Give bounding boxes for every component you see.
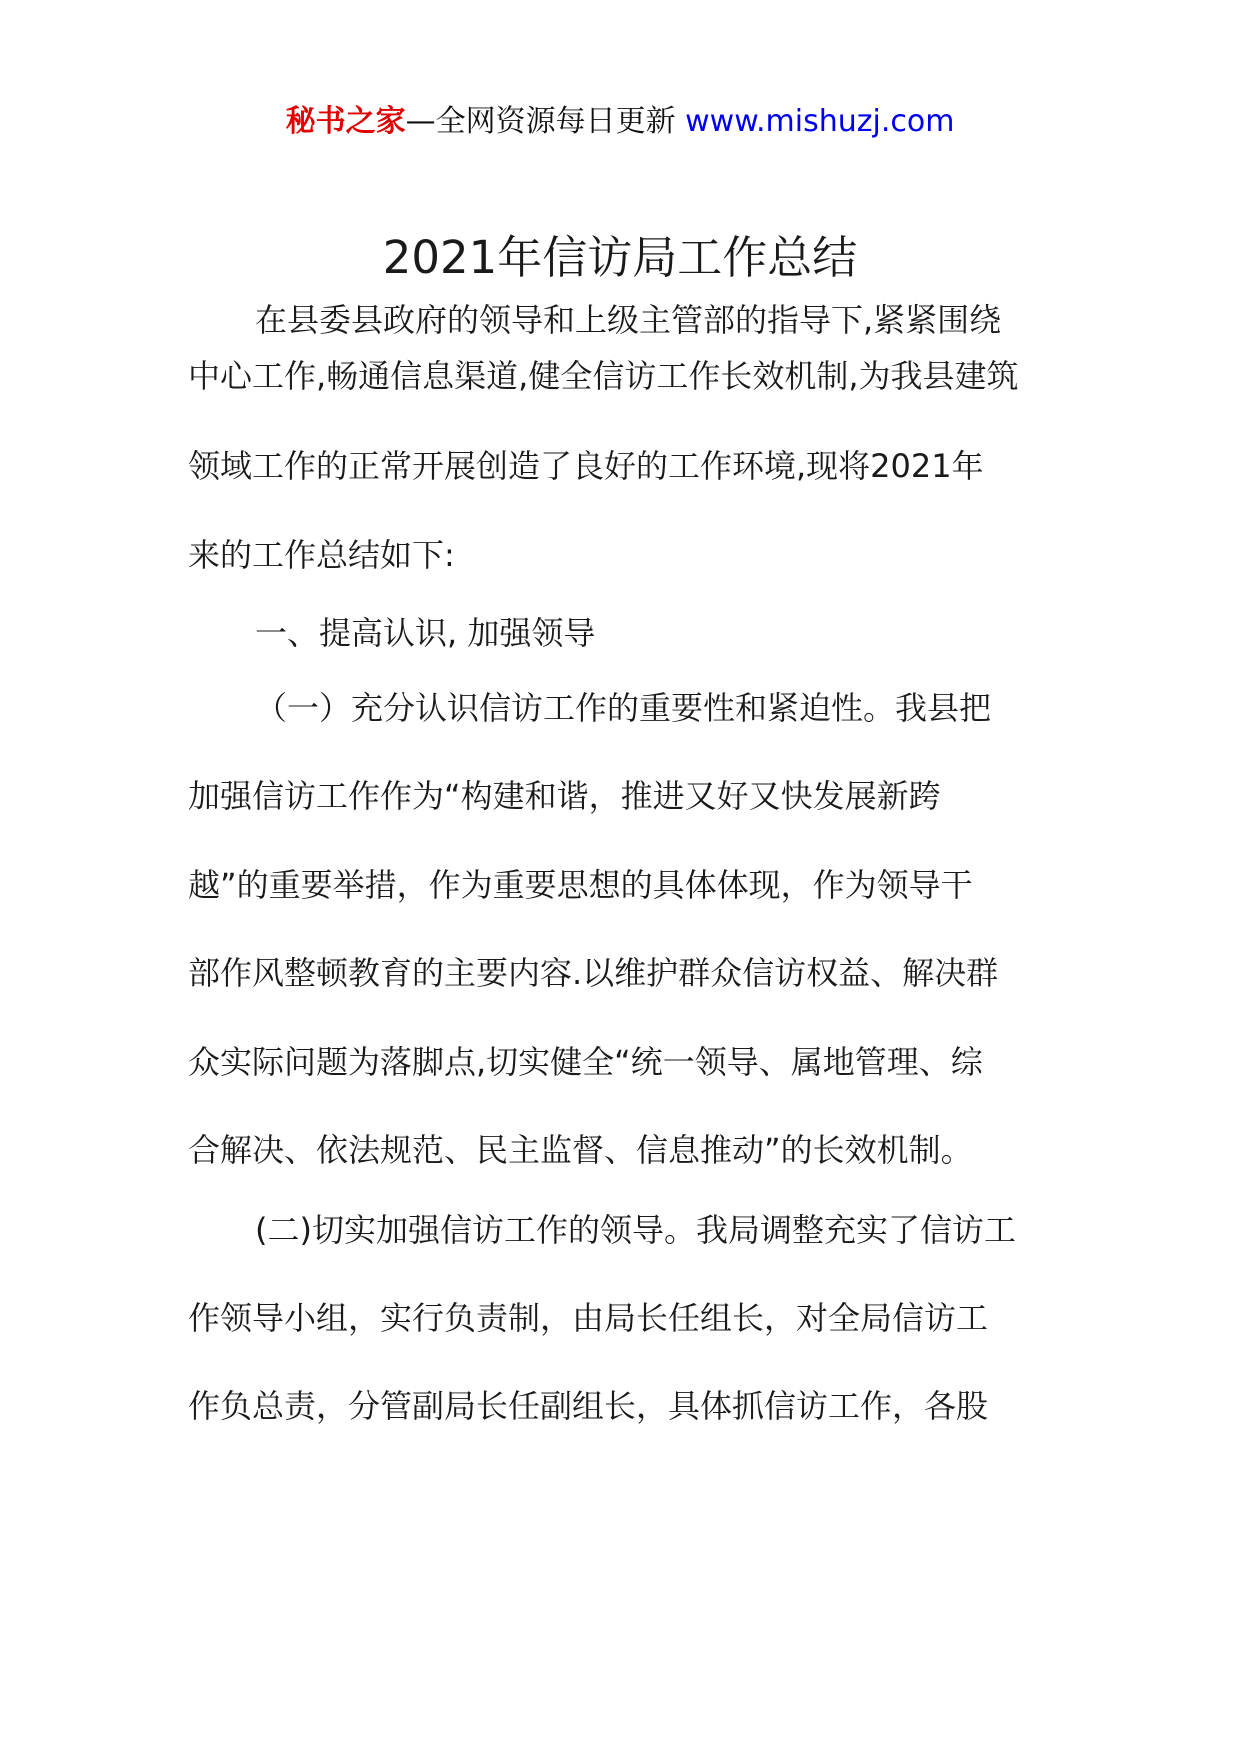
document-title: 2021年信访局工作总结 [382,231,858,284]
paragraph-line: 作领导小组，实行负责制，由局长任组长，对全局信访工 [188,1299,989,1337]
brand-name: 秘书之家 [285,104,406,139]
header-tagline: —全网资源每日更新 [405,104,676,139]
paragraph-line: 合解决、依法规范、民主监督、信息推动”的长效机制。 [188,1131,973,1169]
paragraph-line: 来的工作总结如下: [188,536,455,574]
site-header [0,100,1240,144]
paragraph-line: （一）充分认识信访工作的重要性和紧迫性。我县把 [255,689,992,727]
paragraph-line: 加强信访工作作为“构建和谐，推进又好又快发展新跨 [188,777,941,815]
paragraph-line: 领域工作的正常开展创造了良好的工作环境,现将2021年 [188,447,984,485]
site-url-link[interactable]: www.mishuzj.com [685,104,955,139]
paragraph-line: 众实际问题为落脚点,切实健全“统一领导、属地管理、综 [188,1043,983,1081]
paragraph-line: 中心工作,畅通信息渠道,健全信访工作长效机制,为我县建筑 [188,357,1019,395]
paragraph-line: 在县委县政府的领导和上级主管部的指导下,紧紧围绕 [255,301,1002,339]
section-heading: 一、提高认识, 加强领导 [255,614,596,652]
paragraph-line: 部作风整顿教育的主要内容.以维护群众信访权益、解决群 [188,954,999,992]
paragraph-line: 越”的重要举措，作为重要思想的具体体现，作为领导干 [188,866,973,904]
paragraph-line: 作负总责，分管副局长任副组长，具体抓信访工作，各股 [188,1387,989,1425]
paragraph-line: (二)切实加强信访工作的领导。我局调整充实了信访工 [255,1211,1016,1249]
